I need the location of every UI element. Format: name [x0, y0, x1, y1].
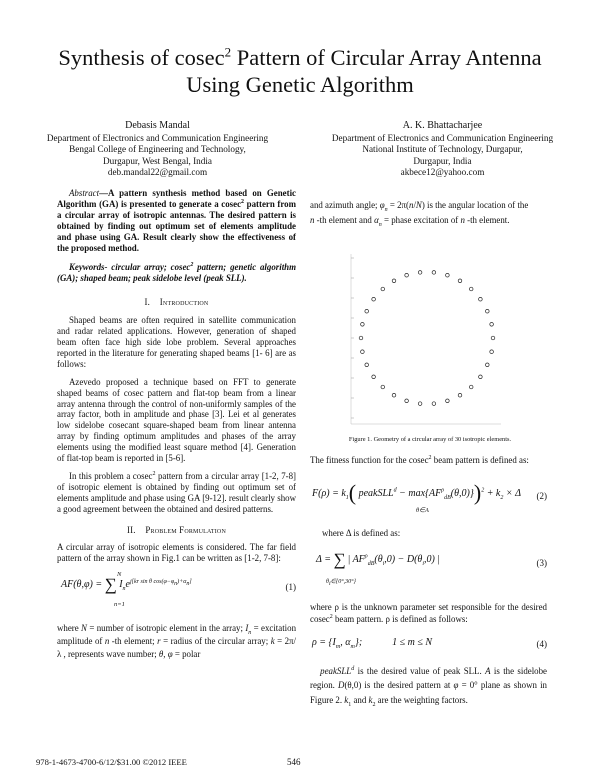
equation-2 — [310, 476, 547, 520]
author-email: akbece12@yahoo.com — [400, 167, 485, 178]
abstract: Abstract—A pattern synthesis method based on Genetic Algorithm (GA) is presented to generate a cosec$^2$ pattern from a circular array of isotropic antennas. The desired pattern is obtained by finding out optimum set of elements amplitude and phase using GA. Result clearly show the effectiveness of the proposed method. — [57, 188, 296, 253]
section-num-2: II. — [127, 524, 136, 535]
equation-4 — [310, 632, 547, 658]
title-sup: 2 — [224, 44, 232, 60]
abstract-label: Abstract — [69, 188, 100, 198]
array-element — [446, 273, 450, 277]
array-element — [432, 271, 436, 275]
array-element — [381, 385, 385, 389]
abstract-text-a: —A pattern synthesis method based on Genetic Algorithm (GA) is presented to generate a cosec — [57, 188, 296, 209]
equation-4-number: (4) — [536, 638, 547, 649]
figure-1-circular-array — [345, 244, 505, 436]
sum-upper-limit: N — [117, 571, 122, 579]
author-inst: National Institute of Technology, Durgapur, — [362, 144, 523, 155]
array-element — [490, 350, 494, 354]
sum-lower-limit: n=1 — [114, 601, 125, 609]
section-heading-2 — [57, 525, 296, 536]
keywords: Keywords- circular array; cosec$^2$ pattern; genetic algorithm (GA); shaped beam; peak sidelobe level (peak SLL). — [57, 262, 296, 284]
equation-4-formula: $\rho = \{I_m$, $\alpha_m$}; 1 ≤ m ≤ N — [312, 636, 433, 650]
intro-paragraph-1: Shaped beams are often required in satellite communication and radar related applications. However, generation of shaped beam often face high side lobe problem. Several approaches reported in the literature for generating shaped beams [1- 6] are as follows: — [57, 315, 296, 369]
author-city: Durgapur, India — [413, 155, 472, 166]
footer-copyright: 978-1-4673-4700-6/12/$31.00 ©2012 IEEE — [36, 757, 187, 767]
intro-paragraph-2: Azevedo proposed a technique based on FFT to generate shaped beams of cosec pattern and flat-top beam from a linear array antenna through the control of non-uniformly samples of the array factor, both in amplitude and phase [3]. Lei et al generates low sidelobe cosecant square-shaped beam from linear antenna array by finding optimum amplitudes and phases of the array elements using the modified least square method [4]. Generation of flat-top beam is reported in [5-6]. — [57, 376, 296, 464]
array-element — [432, 402, 436, 406]
equation-2-formula: $F(\rho) = k_1$( peakSLL$^d$ − $\max\{AF^\rho_{dB}(\theta,0)\})^2 + k_2 \times \Delta$ — [312, 479, 521, 505]
array-elements — [359, 271, 495, 406]
section-title-2: Problem Formulation — [145, 524, 226, 535]
author-dept: Department of Electronics and Communication Engineering — [331, 132, 554, 143]
array-element — [469, 385, 473, 389]
array-element — [479, 375, 483, 379]
author-block-2 — [315, 120, 570, 179]
array-element — [479, 297, 483, 301]
array-element — [361, 350, 365, 354]
author-name: Debasis Mandal — [125, 120, 190, 131]
array-element — [381, 287, 385, 291]
title-part-a: Synthesis of cosec — [58, 45, 225, 70]
equation-3-formula: Δ = ∑ | $AF^\rho_{dB}(\theta_i,0) - D(\theta_i,0)$ | — [316, 549, 440, 569]
author-dept: Department of Electronics and Communication Engineering — [46, 132, 269, 143]
array-element — [392, 393, 396, 397]
array-element — [486, 363, 490, 367]
array-element — [365, 309, 369, 313]
equation-1-number: (1) — [285, 582, 296, 593]
keywords-a: Keywords- circular array; cosec — [69, 262, 191, 273]
array-element — [458, 393, 462, 397]
abstract-text-b: pattern from a circular array of isotropic antennas. The desired pattern is obtained by finding out optimum set of elements amplitude and phase using GA. Result clearly show the effectiveness of the proposed method. — [57, 198, 296, 253]
equation-1 — [57, 568, 296, 616]
section-num-1: I. — [144, 297, 151, 308]
keywords-b: pattern; genetic algorithm (GA); shaped beam; peak sidelobe level (peak SLL). — [57, 262, 296, 284]
author-block-1 — [30, 120, 285, 179]
array-element — [405, 273, 409, 277]
array-element — [392, 279, 396, 283]
fitness-intro: The fitness function for the cosec$^2$ beam pattern is defined as: — [310, 455, 529, 465]
array-element — [418, 271, 422, 275]
page-number: 546 — [287, 757, 301, 767]
section-title-1: Introduction — [159, 297, 209, 308]
array-element — [359, 336, 363, 340]
axis-ticks — [351, 258, 354, 418]
array-element — [365, 363, 369, 367]
symbol-definitions: peakSLL$^d$ is the desired value of peak SLL. A is the sidelobe region. D(θ,0) is the desired pattern at φ = 0° plane as shown in Figure 2. $k_1$ and $k_2$ are the weighting factors. — [310, 665, 547, 708]
array-element — [372, 297, 376, 301]
title-part-b: Pattern of Circular Array Antenna — [231, 45, 542, 70]
delta-intro: where Δ is defined as: — [322, 527, 401, 538]
p3-b: pattern from a circular array [1-2, 7-8] of isotropic element is obtained by finding out optimum set of elements amplitude and phase using GA [9-12]. result clearly show a good agreement between the obtained and desired patterns. — [57, 470, 296, 514]
max-subscript: θ∈A — [416, 506, 429, 514]
rho-definition: where ρ is the unknown parameter set responsible for the desired cosec$^2$ beam pattern. ρ is defined as follows: — [310, 601, 547, 625]
array-element — [490, 323, 494, 327]
array-element — [372, 375, 376, 379]
author-email: deb.mandal22@gmail.com — [107, 167, 208, 178]
array-element — [469, 287, 473, 291]
array-element — [491, 336, 495, 340]
sum-index-set: $\theta_i\in\{0^\circ,30^\circ\}$ — [326, 578, 356, 587]
section-heading-1 — [57, 297, 296, 308]
right-column — [310, 198, 547, 228]
paper-title — [40, 44, 560, 98]
array-element — [486, 309, 490, 313]
author-city: Durgapur, West Bengal, India — [102, 155, 213, 166]
equation-3 — [310, 545, 547, 595]
equation-3-number: (3) — [536, 557, 547, 568]
array-element — [446, 399, 450, 403]
right-column-lower — [310, 455, 547, 707]
formulation-paragraph: A circular array of isotropic elements is considered. The far field pattern of the array shown in Fig.1 can be written as [1-2, 7-8]: — [57, 542, 296, 564]
intro-paragraph-3: In this problem a cosec$^2$ pattern from a circular array [1-2, 7-8] of isotropic element is obtained by finding out optimum set of elements amplitude and phase using GA [9-12]. result clearly show a good agreement between the obtained and desired patterns. — [57, 470, 296, 514]
author-inst: Bengal College of Engineering and Technology, — [69, 144, 246, 155]
azimuth-text: and azimuth angle; $\varphi_n = 2\pi(n/N)$ is the angular location of the n -th element and $\alpha_n$ = phase excitation of n -th element. — [310, 200, 529, 228]
equation-2-number: (2) — [536, 490, 547, 501]
variable-definitions: where N = number of isotropic element in the array; $I_n$ = excitation amplitude of n -th element; r = radius of the circular array; k = 2π/λ , represents wave number; θ, φ = polar — [57, 623, 297, 660]
author-name: A. K. Bhattacharjee — [402, 120, 483, 131]
left-column — [57, 188, 296, 661]
equation-1-formula: AF(θ,φ) = ∑ $I_ne^{j[kr sin \theta cos(\varphi-\varphi_n)+\alpha_n]}$ — [61, 575, 192, 595]
p3-a: In this problem a cosec — [69, 470, 153, 481]
array-element — [418, 402, 422, 406]
array-element — [405, 399, 409, 403]
array-element — [361, 323, 365, 327]
title-line-2: Using Genetic Algorithm — [186, 72, 414, 97]
figure-1-caption: Figure 1. Geometry of a circular array of 30 isotropic elements. — [348, 436, 512, 443]
array-element — [458, 279, 462, 283]
